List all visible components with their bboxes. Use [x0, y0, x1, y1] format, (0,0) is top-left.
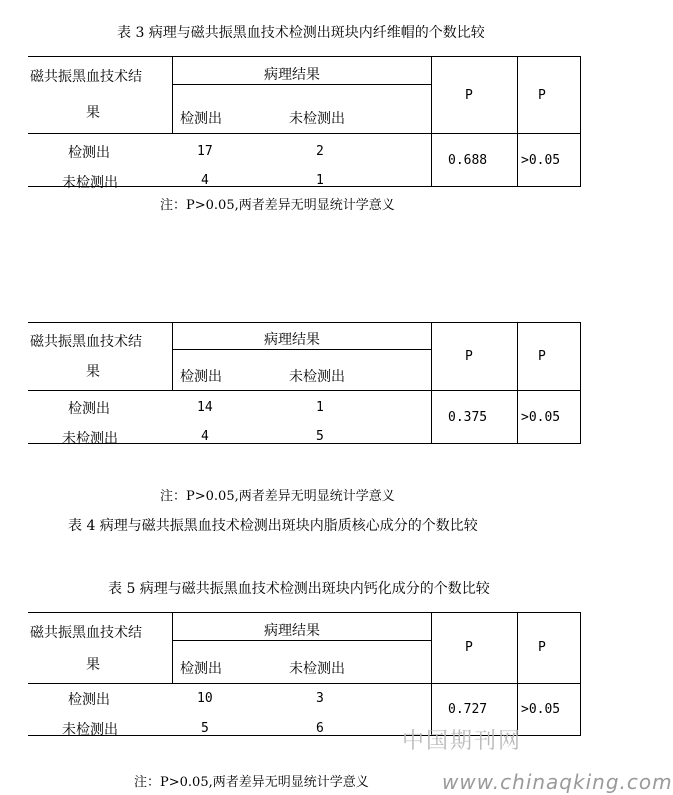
- table5-top-rule: [28, 612, 581, 613]
- table4-p-header: P: [465, 349, 473, 364]
- table5-vline: [172, 612, 173, 683]
- table5-row2-undetected: 6: [316, 721, 324, 736]
- table3-vline: [431, 56, 432, 186]
- table5-caption: 表 5 病理与磁共振黑血技术检测出斑块内钙化成分的个数比较: [108, 581, 490, 597]
- table5-psig: >0.05: [521, 702, 561, 717]
- table3-subheader-undetected: 未检测出: [289, 111, 345, 127]
- table5-vline: [580, 612, 581, 735]
- table4-row2-undetected: 5: [316, 429, 324, 444]
- table5-p-header: P: [538, 640, 546, 655]
- table5-row1-undetected: 3: [316, 691, 324, 706]
- table3-p-header: P: [465, 88, 473, 103]
- table4-group-rule: [172, 349, 431, 350]
- table3-top-rule: [28, 56, 581, 57]
- table3-row2-label: 未检测出: [62, 175, 118, 191]
- table5-header-left: 磁共振黑血技术结: [30, 625, 142, 641]
- table3-header-group: 病理结果: [264, 67, 320, 83]
- table5-p-header: P: [465, 640, 473, 655]
- table4-header-left: 磁共振黑血技术结: [30, 334, 142, 350]
- table5-row2-detected: 5: [201, 721, 209, 736]
- table5-vline: [431, 612, 432, 735]
- table5-group-rule: [172, 640, 431, 641]
- table4-psig: >0.05: [521, 410, 561, 425]
- table3-vline: [517, 56, 518, 186]
- table4-header-rule: [28, 390, 581, 391]
- table4-row2-detected: 4: [201, 429, 209, 444]
- table4-vline: [172, 322, 173, 390]
- table3-header-left-cont: 果: [86, 105, 100, 121]
- table4-subheader-undetected: 未检测出: [289, 369, 345, 385]
- table3-psig: >0.05: [521, 153, 561, 168]
- table3-row1-undetected: 2: [316, 144, 324, 159]
- table3-vline: [172, 56, 173, 133]
- table4-header-left-cont: 果: [86, 364, 100, 380]
- table4-p-header: P: [538, 349, 546, 364]
- table5-row1-detected: 10: [197, 691, 213, 706]
- table5-subheader-detected: 检测出: [180, 661, 222, 677]
- table4-row2-label: 未检测出: [62, 431, 118, 447]
- table3-row1-detected: 17: [197, 144, 213, 159]
- table4-header-group: 病理结果: [264, 332, 320, 348]
- table3-row1-label: 检测出: [68, 145, 110, 161]
- table4-vline: [517, 322, 518, 443]
- table5-header-left-cont: 果: [86, 657, 100, 673]
- table3-row2-detected: 4: [201, 173, 209, 188]
- table3-vline: [580, 56, 581, 186]
- table3-header-rule: [28, 133, 581, 134]
- table5-header-group: 病理结果: [264, 623, 320, 639]
- table5-note: 注：P>0.05,两者差异无明显统计学意义: [134, 775, 369, 790]
- table3-row2-undetected: 1: [316, 173, 324, 188]
- table3-p-header: P: [538, 88, 546, 103]
- table4-row1-detected: 14: [197, 400, 213, 415]
- table4-pvalue: 0.375: [448, 410, 488, 425]
- table4-vline: [580, 322, 581, 443]
- table3-header-left: 磁共振黑血技术结: [30, 69, 142, 85]
- table4-vline: [431, 322, 432, 443]
- table5-header-rule: [28, 683, 581, 684]
- table5-vline: [517, 612, 518, 735]
- table3-note: 注：P>0.05,两者差异无明显统计学意义: [160, 198, 395, 213]
- table5-row1-label: 检测出: [68, 692, 110, 708]
- table3-subheader-detected: 检测出: [180, 111, 222, 127]
- table4-note: 注：P>0.05,两者差异无明显统计学意义: [160, 489, 395, 504]
- table3-caption: 表 3 病理与磁共振黑血技术检测出斑块内纤维帽的个数比较: [117, 25, 485, 41]
- table3-pvalue: 0.688: [448, 153, 488, 168]
- table4-caption: 表 4 病理与磁共振黑血技术检测出斑块内脂质核心成分的个数比较: [68, 518, 478, 534]
- watermark-site-url: www.chinaqking.com: [442, 770, 673, 794]
- table4-top-rule: [28, 322, 581, 323]
- table5-subheader-undetected: 未检测出: [289, 661, 345, 677]
- table5-pvalue: 0.727: [448, 702, 488, 717]
- table4-row1-undetected: 1: [316, 400, 324, 415]
- table5-row2-label: 未检测出: [62, 722, 118, 738]
- table4-row1-label: 检测出: [68, 401, 110, 417]
- table4-subheader-detected: 检测出: [180, 369, 222, 385]
- table3-group-rule: [172, 84, 431, 85]
- watermark-site-name: 中国期刊网: [402, 729, 523, 754]
